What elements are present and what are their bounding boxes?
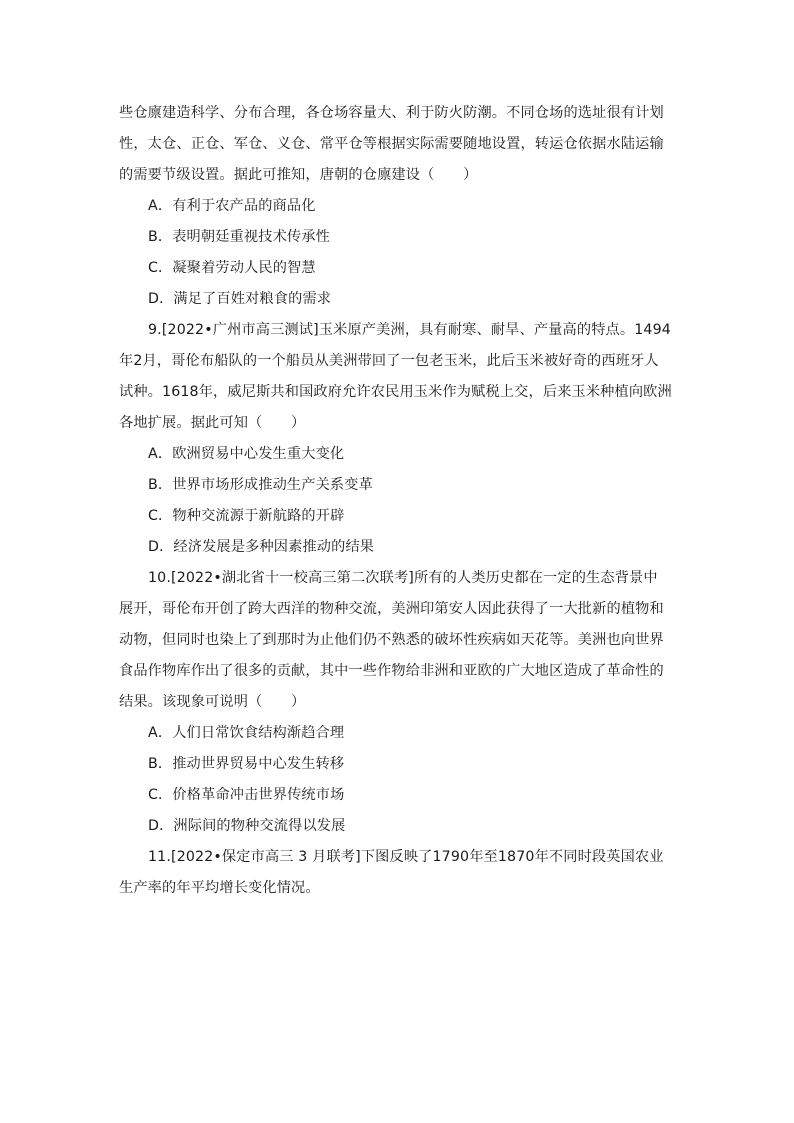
question-9-line-3: 试种。1618年，威尼斯共和国政府允许农民用玉米作为赋税上交，后来玉米种植向欧洲 [119, 384, 672, 400]
question-11-line-1: 11.[2022•保定市高三 3 月联考]下图反映了1790年至1870年不同时段英国农业 [148, 849, 664, 865]
question-9-option-c: C．物种交流源于新航路的开辟 [148, 508, 345, 524]
question-10-option-a: A．人们日常饮食结构渐趋合理 [148, 725, 345, 741]
question-9-stem [119, 315, 679, 439]
question-9-option-b: B．世界市场形成推动生产关系变革 [148, 477, 373, 493]
question-9-line-2: 年2月，哥伦布船队的一个船员从美洲带回了一包老玉米，此后玉米被好奇的西班牙人 [119, 353, 659, 369]
question-10-option-c: C．价格革命冲击世界传统市场 [148, 787, 345, 803]
question-8-stem [119, 98, 679, 191]
question-10-option-d: D．洲际间的物种交流得以发展 [148, 818, 346, 834]
question-8-line-1: 些仓廪建造科学、分布合理，各仓场容量大、利于防火防潮。不同仓场的选址很有计划 [119, 105, 664, 121]
question-8-option-a: A．有利于农产品的商品化 [148, 198, 316, 214]
document-content [119, 98, 679, 904]
question-9-option-d: D．经济发展是多种因素推动的结果 [148, 539, 375, 555]
question-11 [119, 842, 679, 904]
question-10-line-2: 展开，哥伦布开创了跨大西洋的物种交流，美洲印第安人因此获得了一大批新的植物和 [119, 601, 664, 617]
question-10-option-b: B．推动世界贸易中心发生转移 [148, 756, 345, 772]
question-11-line-2: 生产率的年平均增长变化情况。 [119, 880, 320, 896]
question-10-line-5: 结果。该现象可说明（ ） [119, 694, 306, 710]
question-10-line-4: 食品作物库作出了很多的贡献，其中一些作物给非洲和亚欧的广大地区造成了革命性的 [119, 663, 664, 679]
question-8-option-b: B．表明朝廷重视技术传承性 [148, 229, 330, 245]
question-9 [119, 315, 679, 563]
question-10 [119, 563, 679, 842]
question-10-line-1: 10.[2022•湖北省十一校高三第二次联考]所有的人类历史都在一定的生态背景中 [148, 570, 658, 586]
question-10-line-3: 动物，但同时也染上了到那时为止他们仍不熟悉的破坏性疾病如天花等。美洲也向世界 [119, 632, 664, 648]
question-8-option-c: C．凝聚着劳动人民的智慧 [148, 260, 316, 276]
question-8-line-3: 的需要节级设置。据此可推知，唐朝的仓廪建设（ ） [119, 167, 478, 183]
question-8 [119, 98, 679, 315]
question-9-line-4: 各地扩展。据此可知（ ） [119, 415, 306, 431]
question-11-stem [119, 842, 679, 904]
question-8-line-2: 性，太仓、正仓、军仓、义仓、常平仓等根据实际需要随地设置，转运仓依据水陆运输 [119, 136, 664, 152]
question-10-stem [119, 563, 679, 718]
question-9-option-a: A．欧洲贸易中心发生重大变化 [148, 446, 345, 462]
question-8-option-d: D．满足了百姓对粮食的需求 [148, 291, 332, 307]
question-9-line-1: 9.[2022•广州市高三测试]玉米原产美洲，具有耐寒、耐旱、产量高的特点。1494 [148, 322, 671, 338]
